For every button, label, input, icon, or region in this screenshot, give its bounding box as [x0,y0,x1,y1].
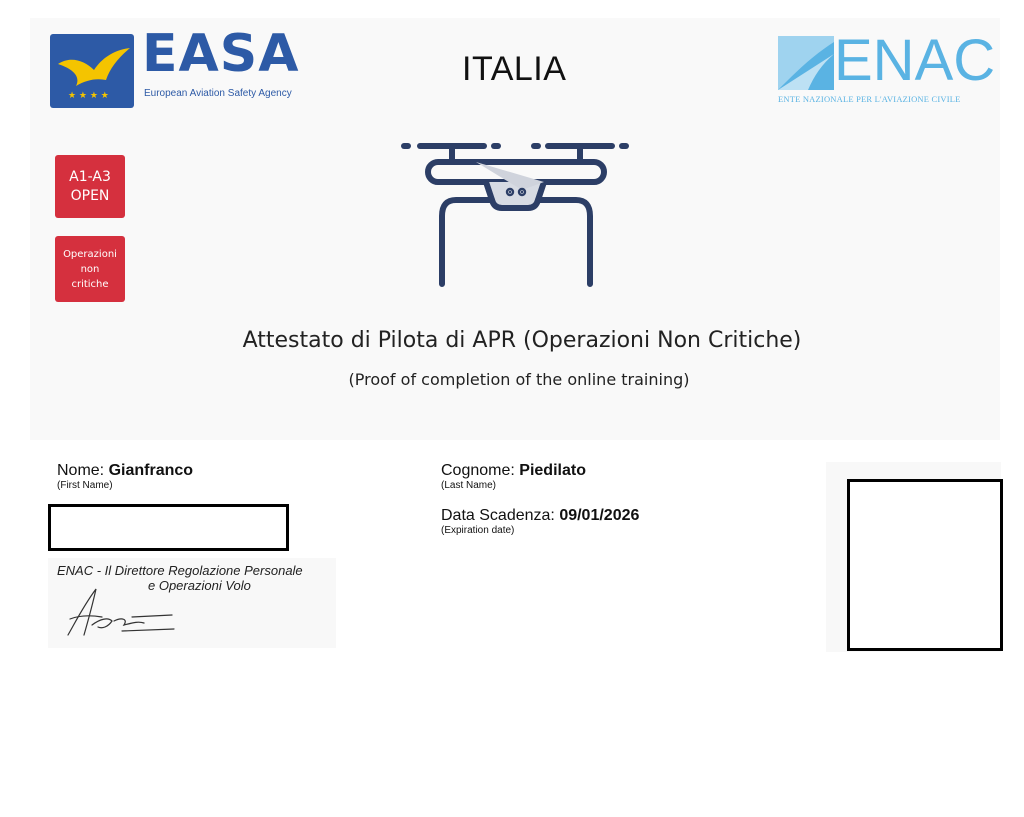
last-name-field [441,462,586,491]
easa-wordmark: EASA [142,24,300,84]
badge-line: A1-A3 [69,168,111,185]
last-name-label: Cognome: [441,462,515,479]
expiry-value: 09/01/2026 [559,507,640,524]
expiry-label: Data Scadenza: [441,507,555,524]
badge-line: OPEN [70,187,110,204]
signatory-title-line1: ENAC - Il Direttore Regolazione Personale [57,563,303,578]
badge-category [55,155,125,218]
first-name-value: Gianfranco [108,462,194,479]
easa-tagline: European Aviation Safety Agency [144,88,292,99]
expiry-date-field [441,507,639,536]
last-name-english: (Last Name) [441,480,497,491]
easa-bird-emblem [50,34,134,108]
easa-logo [50,24,310,108]
certificate-subtitle: (Proof of completion of the online training) [348,370,690,389]
badge-line: non [80,263,100,275]
badge-operations [55,236,125,302]
badge-line: critiche [71,278,109,290]
country-label: ITALIA [462,50,567,88]
photo-placeholder [847,479,1003,651]
drone-icon [398,136,634,288]
enac-emblem [778,36,834,90]
expiry-english: (Expiration date) [441,525,515,536]
svg-text:★ ★ ★ ★: ★ ★ ★ ★ [68,91,109,101]
badge-line: Operazioni [63,248,117,260]
enac-logo [776,28,996,106]
certificate-title: Attestato di Pilota di APR (Operazioni Non Critiche) [242,328,802,353]
first-name-english: (First Name) [57,480,113,491]
signatory-title-line2: e Operazioni Volo [148,578,251,593]
handwritten-signature [62,585,182,640]
first-name-label: Nome: [57,462,105,479]
first-name-field [57,462,193,491]
enac-wordmark: ENAC [834,28,996,93]
redacted-field [48,504,289,551]
enac-tagline: ENTE NAZIONALE PER L'AVIAZIONE CIVILE [778,94,961,104]
last-name-value: Piedilato [519,462,586,479]
